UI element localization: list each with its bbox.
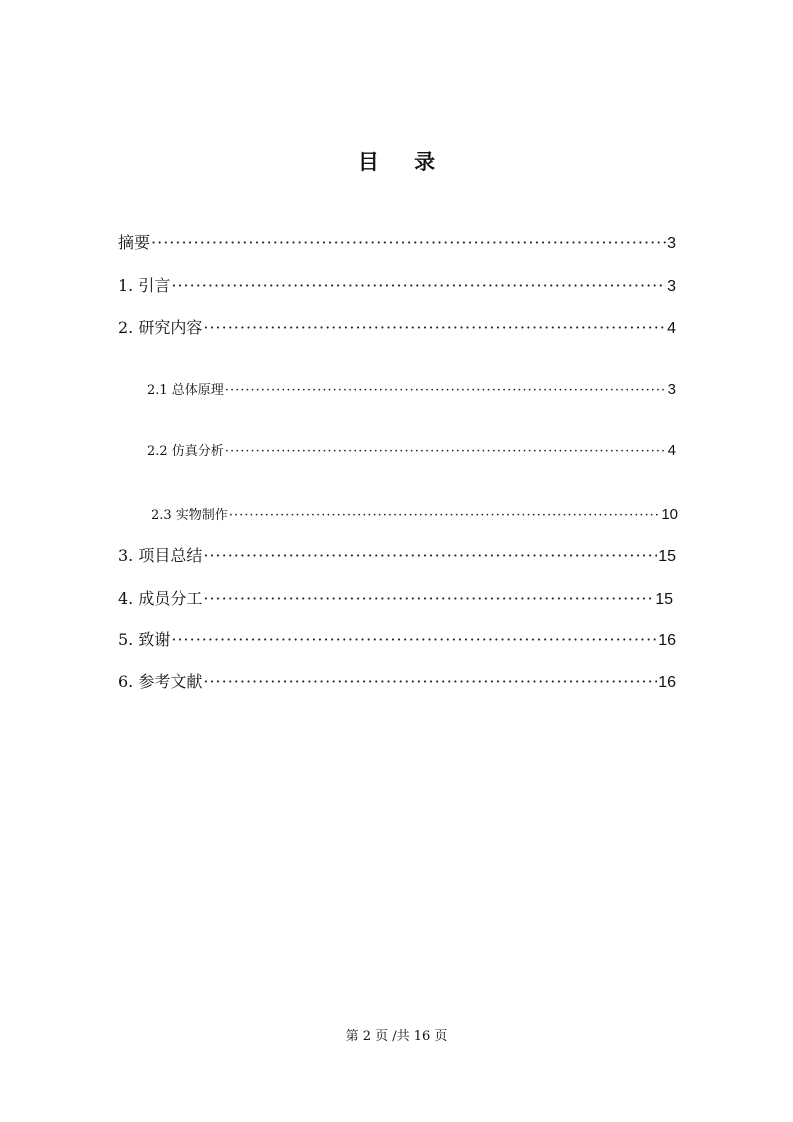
- toc-entry-label: 摘要: [118, 233, 151, 252]
- toc-page-number: 3: [667, 381, 676, 398]
- toc-page-number: 15: [658, 548, 676, 565]
- toc-page-number: 4: [667, 320, 676, 337]
- toc-entry-references[interactable]: [118, 669, 676, 692]
- toc-entry-label: 2.3 实物制作: [151, 508, 228, 523]
- toc-leader-dots: [171, 276, 666, 295]
- toc-entry-member-division[interactable]: [118, 586, 673, 609]
- toc-entry-simulation-analysis[interactable]: [147, 440, 676, 459]
- toc-entry-label: 3. 项目总结: [118, 546, 203, 565]
- toc-leader-dots: [203, 589, 654, 608]
- toc-entry-label: 2. 研究内容: [118, 318, 203, 337]
- toc-page-number: 3: [667, 235, 676, 252]
- toc-leader-dots: [225, 383, 667, 398]
- toc-page-number: 15: [655, 591, 673, 608]
- toc-leader-dots: [229, 508, 661, 523]
- toc-page-number: 4: [667, 442, 676, 459]
- toc-entry-label: 2.1 总体原理: [147, 383, 224, 398]
- toc-entry-label: 5. 致谢: [118, 630, 171, 649]
- toc-entry-abstract[interactable]: [118, 230, 676, 253]
- toc-leader-dots: [203, 672, 657, 691]
- toc-page-number: 16: [658, 674, 676, 691]
- toc-leader-dots: [203, 318, 666, 337]
- toc-entry-acknowledgements[interactable]: [118, 627, 676, 650]
- toc-page-number: 10: [661, 506, 678, 523]
- toc-entry-research-content[interactable]: [118, 315, 676, 338]
- page-footer: 第 2 页 /共 16 页: [345, 1029, 448, 1044]
- page-title: 目 录: [357, 150, 450, 174]
- toc-leader-dots: [151, 233, 666, 252]
- toc-entry-project-summary[interactable]: [118, 543, 676, 566]
- toc-entry-label: 4. 成员分工: [118, 589, 203, 608]
- toc-entry-introduction[interactable]: [118, 273, 676, 296]
- toc-page-number: 16: [658, 632, 676, 649]
- toc-entry-label: 1. 引言: [118, 276, 171, 295]
- toc-leader-dots: [225, 444, 667, 459]
- toc-entry-label: 6. 参考文献: [118, 672, 203, 691]
- toc-entry-label: 2.2 仿真分析: [147, 444, 224, 459]
- toc-page-number: 3: [667, 278, 676, 295]
- toc-entry-physical-production[interactable]: [151, 504, 678, 523]
- toc-entry-overall-principle[interactable]: [147, 379, 676, 398]
- toc-leader-dots: [171, 630, 657, 649]
- toc-leader-dots: [203, 546, 657, 565]
